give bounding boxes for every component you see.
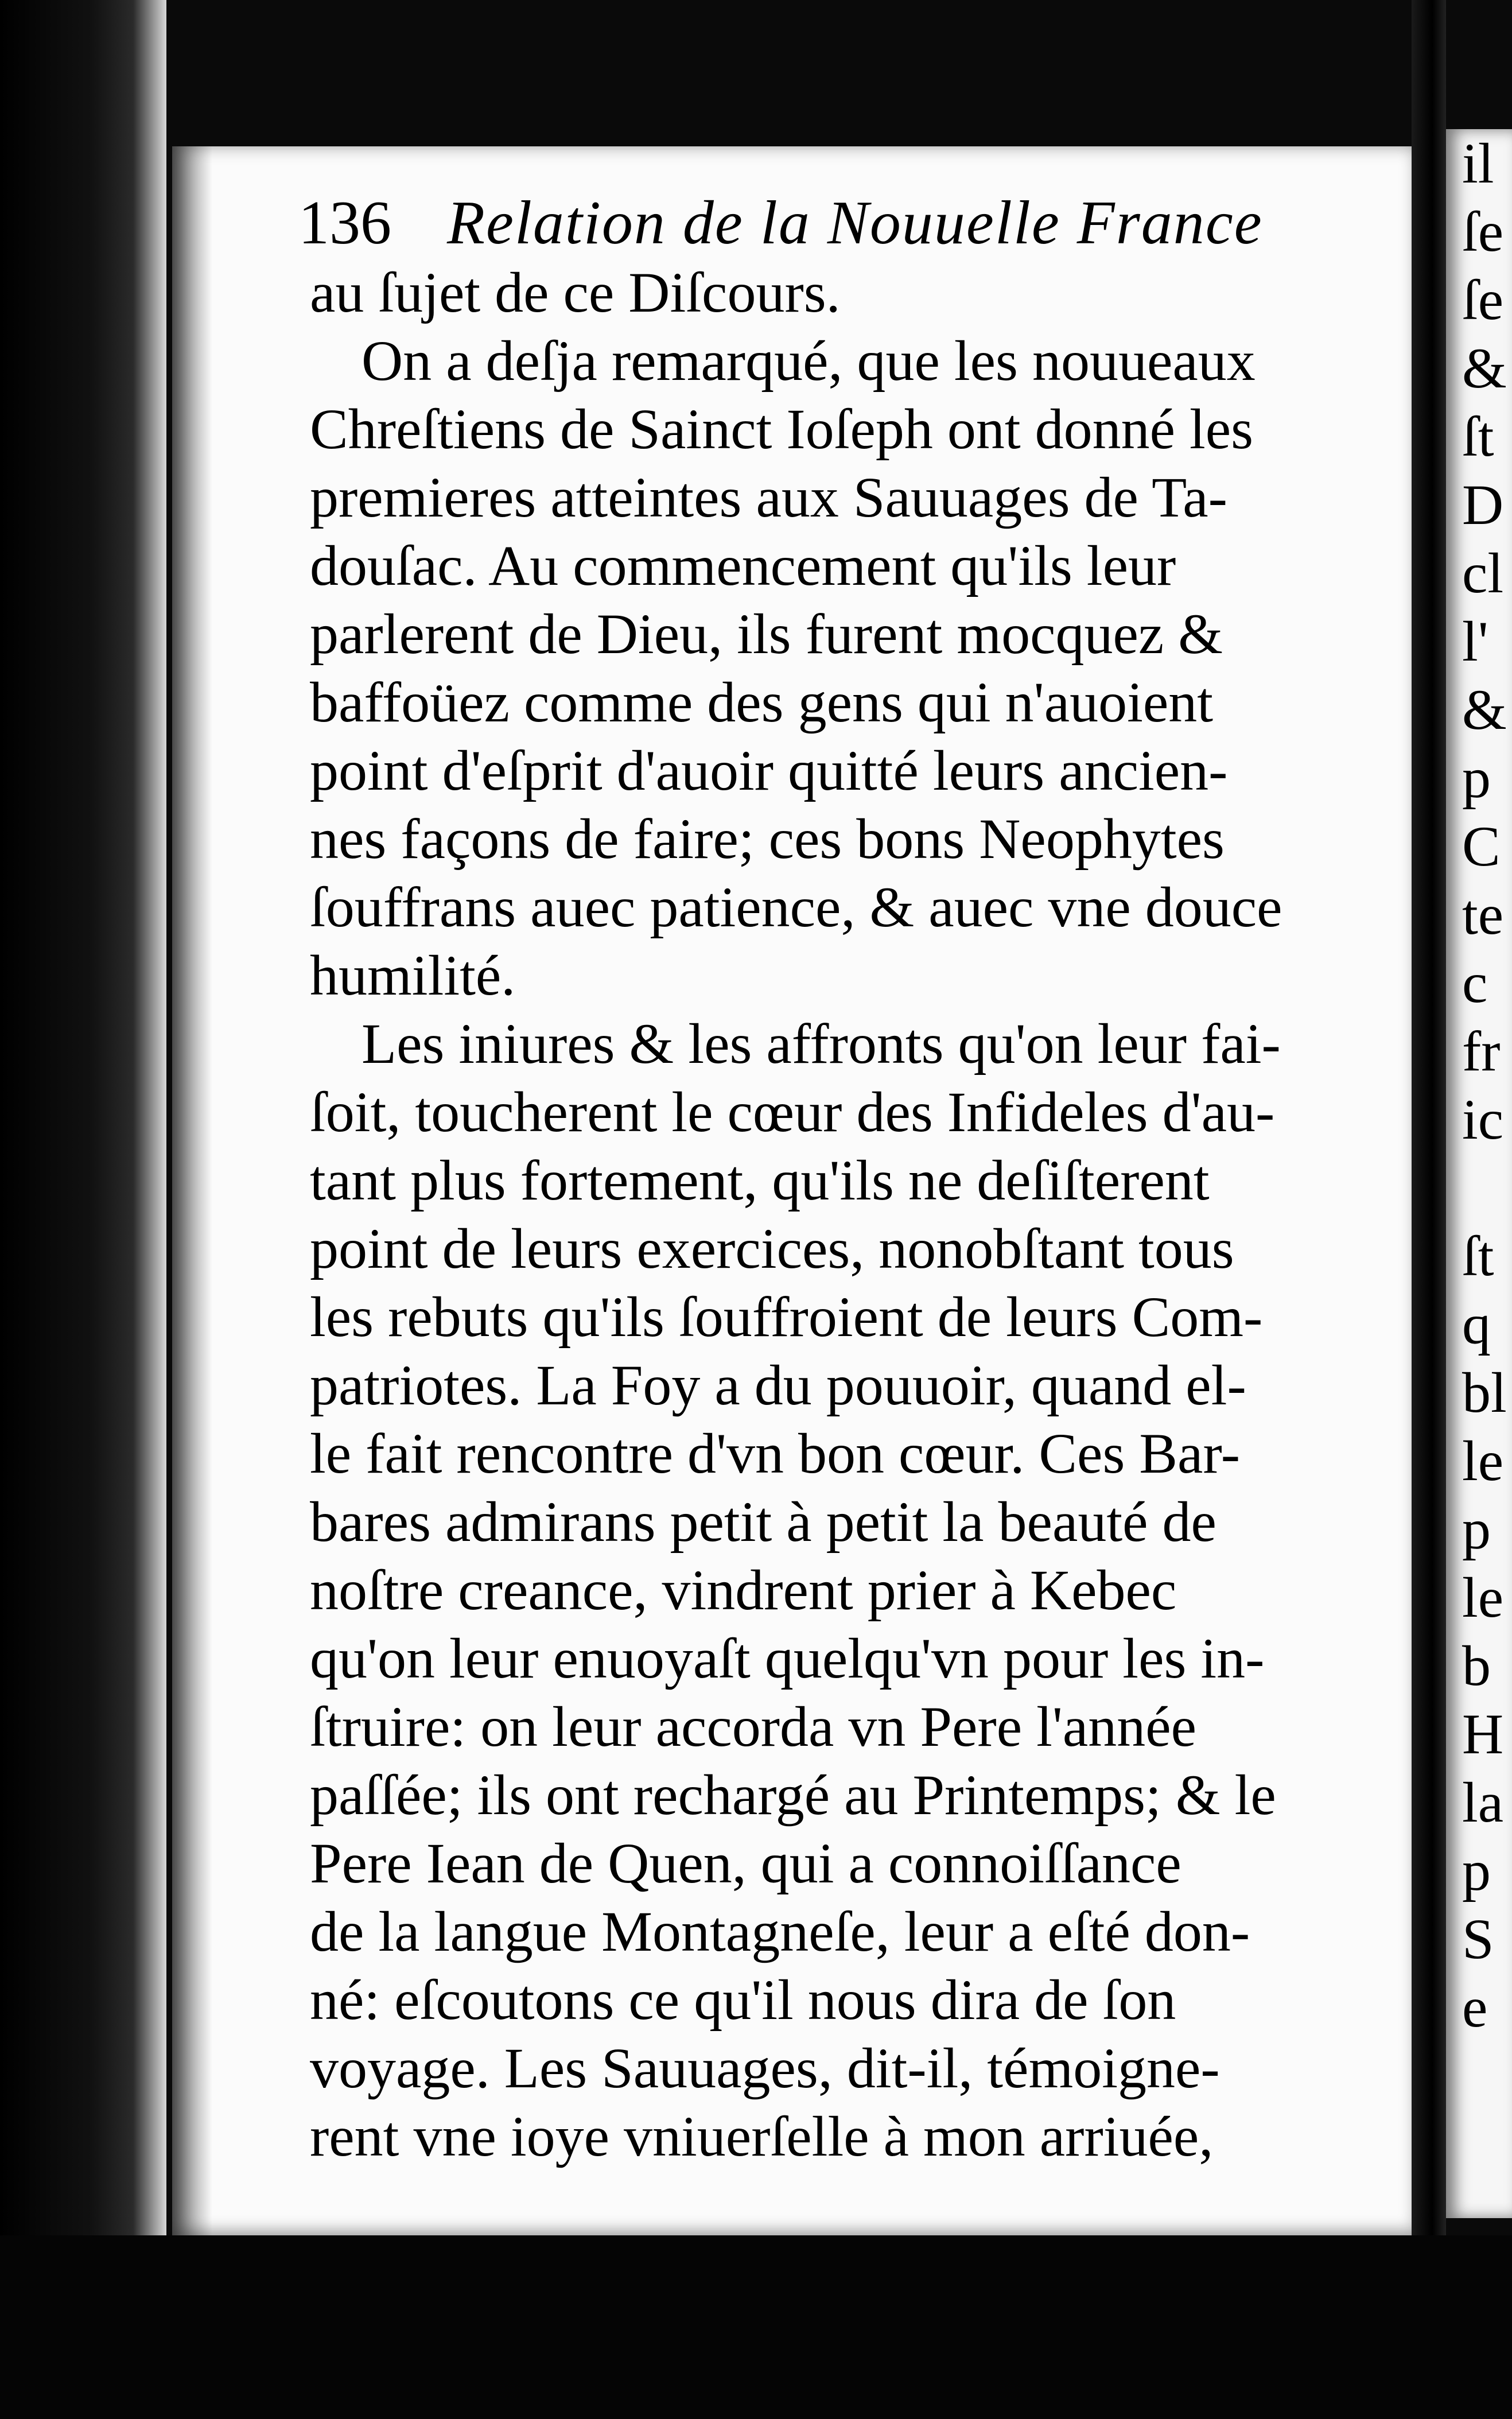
page-number: 136 bbox=[298, 189, 391, 257]
book-page-136 bbox=[172, 146, 1412, 2235]
facing-text-fragment: b bbox=[1462, 1634, 1491, 1698]
facing-text-fragment: ſt bbox=[1462, 405, 1494, 468]
running-title: Relation de la Nouuelle France bbox=[447, 189, 1263, 257]
facing-text-fragment: H bbox=[1462, 1702, 1504, 1766]
text-line: douſac. Au commencement qu'ils leur bbox=[310, 534, 1176, 597]
facing-text-fragment: e bbox=[1462, 1975, 1488, 2039]
text-line: les rebuts qu'ils ſouffroient de leurs Com- bbox=[310, 1285, 1263, 1349]
main-text bbox=[310, 258, 1371, 2171]
text-line: ſoit, toucherent le cœur des Infideles d'au- bbox=[310, 1080, 1275, 1144]
text-line: point de leurs exercices, nonobſtant tous bbox=[310, 1217, 1234, 1280]
left-gutter-shadow bbox=[0, 0, 166, 2419]
text-line: le fait rencontre d'vn bon cœur. Ces Bar- bbox=[310, 1422, 1241, 1485]
facing-text-fragment: la bbox=[1462, 1770, 1504, 1834]
text-line: ſouffrans auec patience, & auec vne douce bbox=[310, 875, 1282, 939]
facing-text-fragment: le bbox=[1462, 1429, 1504, 1493]
facing-text-fragment: & bbox=[1462, 678, 1507, 741]
running-header bbox=[298, 189, 1389, 257]
facing-text-fragment: te bbox=[1462, 883, 1504, 946]
facing-text-fragment bbox=[1446, 1154, 1512, 1222]
text-line: Pere Iean de Quen, qui a connoiſſance bbox=[310, 1831, 1181, 1895]
facing-text-fragment: l' bbox=[1462, 609, 1488, 673]
text-line: point d'eſprit d'auoir quitté leurs ancien- bbox=[310, 739, 1228, 802]
facing-text-fragment: le bbox=[1462, 1566, 1504, 1629]
facing-text-fragment: q bbox=[1462, 1292, 1491, 1356]
facing-text-fragment: fr bbox=[1462, 1019, 1501, 1083]
facing-page-edge bbox=[1446, 129, 1512, 2218]
bottom-dark-border bbox=[0, 2235, 1512, 2419]
facing-text-fragment: p bbox=[1462, 1497, 1491, 1561]
text-line: ſtruire: on leur accorda vn Pere l'année bbox=[310, 1695, 1197, 1758]
facing-text-fragment: p bbox=[1462, 1839, 1491, 1902]
text-line: de la langue Montagneſe, leur a eſté don- bbox=[310, 1900, 1250, 1963]
facing-text-fragment: bl bbox=[1462, 1361, 1507, 1424]
facing-text-fragment: S bbox=[1462, 1907, 1494, 1971]
facing-text-fragment: il bbox=[1462, 131, 1494, 195]
facing-text-fragment: c bbox=[1462, 951, 1488, 1015]
text-line: qu'on leur enuoyaſt quelqu'vn pour les in- bbox=[310, 1626, 1265, 1690]
text-line: rent vne ioye vniuerſelle à mon arriuée, bbox=[310, 2105, 1214, 2168]
text-line: voyage. Les Sauuages, dit-il, témoigne- bbox=[310, 2036, 1220, 2100]
text-line: Les iniures & les affronts qu'on leur fai- bbox=[362, 1012, 1281, 1075]
text-line: premieres atteintes aux Sauuages de Ta- bbox=[310, 465, 1227, 529]
text-line: bares admirans petit à petit la beauté de bbox=[310, 1490, 1216, 1554]
text-line: humilité. bbox=[310, 943, 516, 1007]
facing-text-fragment: cl bbox=[1462, 541, 1504, 605]
facing-text-fragment: ſt bbox=[1462, 1224, 1494, 1288]
text-line: né: eſcoutons ce qu'il nous dira de ſon bbox=[310, 1968, 1176, 2032]
text-line: parlerent de Dieu, ils furent mocquez & bbox=[310, 602, 1223, 666]
text-line: On a deſja remarqué, que les nouueaux bbox=[362, 329, 1256, 393]
text-line: Chreſtiens de Sainct Ioſeph ont donné les bbox=[310, 397, 1254, 461]
text-line: paſſée; ils ont rechargé au Printemps; & le bbox=[310, 1763, 1276, 1827]
facing-text-fragment: ic bbox=[1462, 1088, 1504, 1151]
facing-text-fragment: p bbox=[1462, 746, 1491, 810]
book-spine bbox=[1412, 0, 1446, 2419]
facing-text-fragment: & bbox=[1462, 336, 1507, 400]
text-line: baffoüez comme des gens qui n'auoient bbox=[310, 670, 1214, 734]
text-line: nes façons de faire; ces bons Neophytes bbox=[310, 807, 1225, 871]
text-line: tant plus fortement, qu'ils ne deſiſterent bbox=[310, 1148, 1210, 1212]
facing-text-fragment: C bbox=[1462, 814, 1501, 878]
text-line: noſtre creance, vindrent prier à Kebec bbox=[310, 1558, 1177, 1622]
facing-text-fragment: D bbox=[1462, 473, 1504, 537]
text-line: au ſujet de ce Diſcours. bbox=[310, 261, 841, 324]
facing-text-fragment: ſe bbox=[1462, 268, 1504, 332]
facing-text-fragment: ſe bbox=[1462, 200, 1504, 263]
text-line: patriotes. La Foy a du pouuoir, quand el- bbox=[310, 1353, 1246, 1417]
